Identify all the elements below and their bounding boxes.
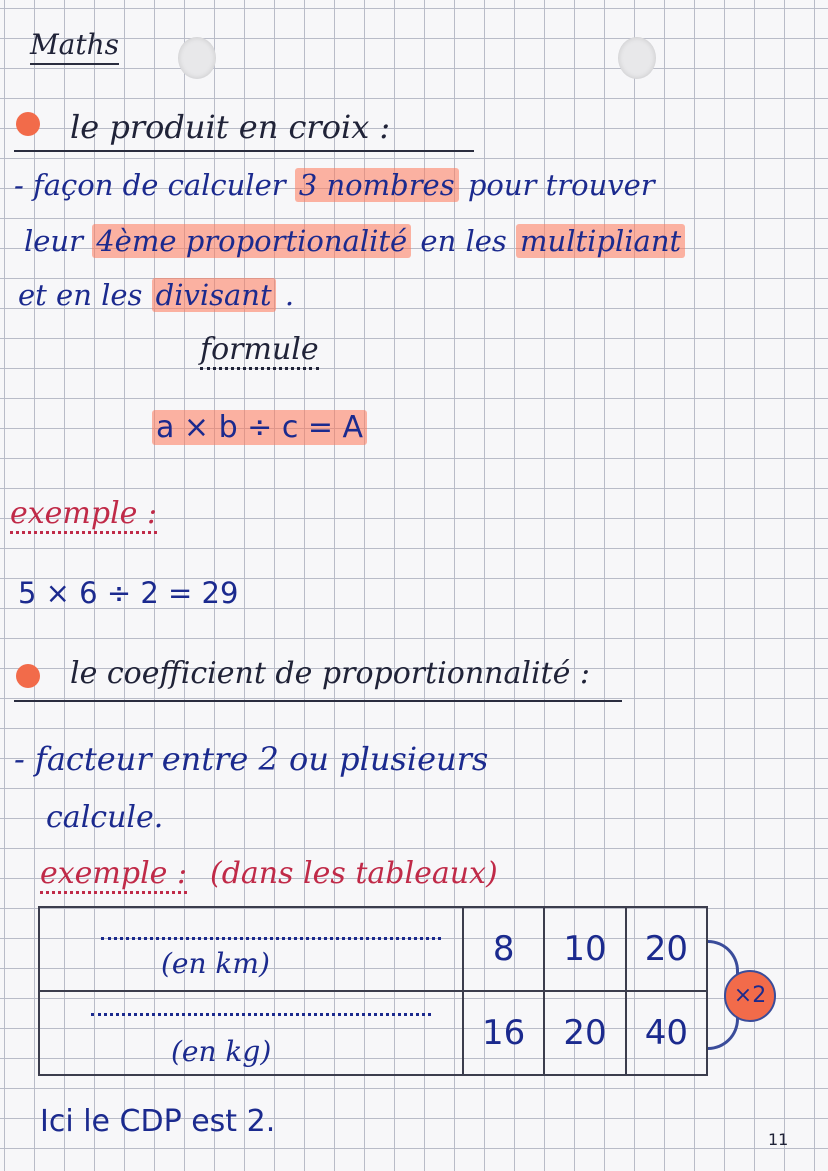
page-number: 11	[768, 1130, 789, 1149]
coefficient-definition-2: calcule.	[46, 800, 164, 835]
example-label-2: exemple :	[40, 856, 187, 894]
section-bullet	[16, 112, 40, 136]
section-bullet-2	[16, 664, 40, 688]
section-heading-produit: le produit en croix :	[70, 108, 391, 146]
table-cell: 8	[463, 907, 544, 991]
example-calculation: 5 × 6 ÷ 2 = 29	[18, 576, 239, 610]
table-cell: 40	[626, 991, 707, 1075]
binder-hole-left	[178, 37, 216, 79]
definition-line-1-prefix: - façon de calculer	[14, 168, 286, 202]
table-row	[39, 907, 707, 991]
page-title: Maths	[30, 28, 119, 65]
row2-label: (en kg)	[171, 1035, 272, 1068]
scribble-line	[91, 999, 431, 1016]
definition-line-1-suffix: pour trouver	[467, 168, 655, 202]
coefficient-definition-1: - facteur entre 2 ou plusieurs	[14, 740, 489, 778]
table-cell: 20	[544, 991, 625, 1075]
binder-hole-right	[618, 37, 656, 79]
definition-line-3-prefix: et en les	[18, 278, 143, 312]
proportion-table	[38, 906, 708, 1076]
example-note: (dans les tableaux)	[210, 856, 498, 891]
definition-line-2-mid: en les	[420, 224, 507, 258]
row1-label: (en km)	[161, 947, 270, 980]
table-row	[39, 991, 707, 1075]
definition-line-1	[14, 168, 655, 202]
definition-highlight-nombres: 3 nombres	[295, 168, 459, 202]
definition-line-3-suffix: .	[284, 278, 295, 312]
definition-line-3	[18, 278, 294, 312]
heading-underline-2	[14, 700, 622, 702]
table-cell: 16	[463, 991, 544, 1075]
example-label-1: exemple :	[10, 496, 157, 534]
definition-line-2-prefix: leur	[24, 224, 83, 258]
definition-highlight-proportionalite: 4ème proportionalité	[92, 224, 411, 258]
definition-highlight-multipliant: multipliant	[516, 224, 685, 258]
definition-line-2	[24, 224, 685, 258]
definition-highlight-divisant: divisant	[152, 278, 276, 312]
multiplier-badge: ×2	[724, 970, 776, 1022]
table-row-label-cell	[39, 907, 463, 991]
formula-text: a × b ÷ c = A	[152, 410, 367, 445]
formula	[152, 410, 367, 445]
table-cell: 20	[626, 907, 707, 991]
heading-underline	[14, 150, 474, 152]
conclusion: Ici le CDP est 2.	[40, 1104, 276, 1139]
scribble-line	[101, 923, 441, 940]
table-cell: 10	[544, 907, 625, 991]
table-row-label-cell	[39, 991, 463, 1075]
section-heading-coefficient: le coefficient de proportionnalité :	[70, 656, 591, 691]
formula-label: formule	[200, 332, 319, 370]
